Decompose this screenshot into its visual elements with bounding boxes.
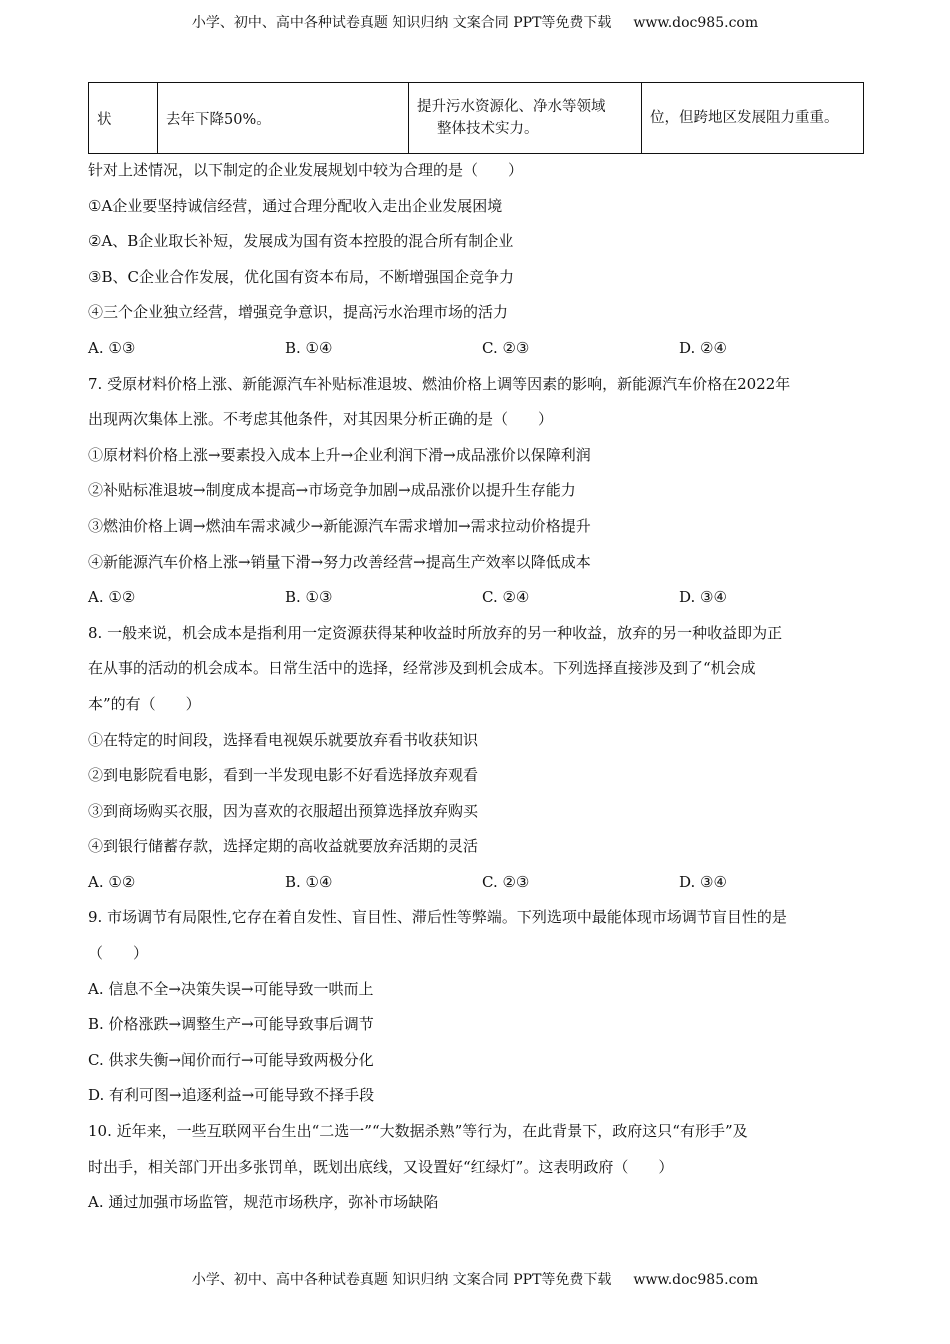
option-b: B. ①④ bbox=[285, 338, 333, 357]
q7-options bbox=[88, 585, 866, 621]
q6-statement: ①A企业要坚持诚信经营，通过合理分配收入走出企业发展困境 bbox=[88, 196, 503, 215]
q7-statement: ③燃油价格上调→燃油车需求减少→新能源汽车需求增加→需求拉动价格提升 bbox=[88, 516, 591, 535]
q6-options bbox=[88, 336, 866, 372]
q6-statement: ②A、B企业取长补短，发展成为国有资本控股的混合所有制企业 bbox=[88, 232, 514, 251]
table-cell bbox=[409, 83, 642, 154]
q7-statement: ①原材料价格上涨→要素投入成本上升→企业利润下滑→成品涨价以保障利润 bbox=[88, 445, 591, 464]
header-text: 小学、初中、高中各种试卷真题 知识归纳 文案合同 PPT等免费下载 bbox=[191, 15, 612, 31]
q7-stem: 出现两次集体上涨。不考虑其他条件，对其因果分析正确的是（ ） bbox=[88, 410, 554, 429]
option-c: C. ②④ bbox=[482, 588, 530, 607]
option-c: C. ②③ bbox=[482, 872, 530, 891]
option-b: B. ①④ bbox=[285, 872, 333, 891]
footer-url[interactable]: www.doc985.com bbox=[633, 1272, 759, 1288]
q8-statement: ②到电影院看电影，看到一半发现电影不好看选择放弃观看 bbox=[88, 766, 479, 785]
q9-choice: C. 供求失衡→闻价而行→可能导致两极分化 bbox=[88, 1050, 374, 1069]
q10-stem: 时出手，相关部门开出多张罚单，既划出底线，又设置好“红绿灯”。这表明政府（ ） bbox=[88, 1157, 674, 1176]
table-cell-line: 整体技术实力。 bbox=[437, 121, 539, 137]
option-b: B. ①③ bbox=[285, 588, 333, 607]
q8-stem: 8. 一般来说，机会成本是指利用一定资源获得某种收益时所放弃的另一种收益，放弃的另一种收益即为正 bbox=[88, 623, 783, 642]
q7-stem: 7. 受原材料价格上涨、新能源汽车补贴标准退坡、燃油价格上调等因素的影响，新能源汽车价格在2022年 bbox=[88, 374, 791, 393]
table-row bbox=[89, 83, 864, 154]
q8-options bbox=[88, 870, 866, 906]
option-c: C. ②③ bbox=[482, 338, 530, 357]
table-cell: 状 bbox=[89, 83, 158, 154]
q7-statement: ②补贴标准退坡→制度成本提高→市场竞争加剧→成品涨价以提升生存能力 bbox=[88, 481, 576, 500]
q7-statement: ④新能源汽车价格上涨→销量下滑→努力改善经营→提高生产效率以降低成本 bbox=[88, 552, 591, 571]
q10-stem: 10. 近年来，一些互联网平台生出“二选一”“大数据杀熟”等行为，在此背景下，政府这只“有形手”及 bbox=[88, 1122, 748, 1141]
footer-text: 小学、初中、高中各种试卷真题 知识归纳 文案合同 PPT等免费下载 bbox=[191, 1272, 612, 1288]
q6-prompt: 针对上述情况，以下制定的企业发展规划中较为合理的是（ ） bbox=[88, 161, 524, 179]
question-content bbox=[88, 158, 866, 1226]
option-a: A. ①② bbox=[88, 588, 136, 607]
q6-statement: ③B、C企业合作发展，优化国有资本布局，不断增强国企竞争力 bbox=[88, 267, 514, 286]
q8-statement: ①在特定的时间段，选择看电视娱乐就要放弃看书收获知识 bbox=[88, 730, 479, 749]
q8-statement: ④到银行储蓄存款，选择定期的高收益就要放弃活期的灵活 bbox=[88, 837, 479, 856]
option-d: D. ③④ bbox=[679, 872, 727, 891]
q9-choice: A. 信息不全→决策失误→可能导致一哄而上 bbox=[88, 979, 374, 998]
table-cell-line: 提升污水资源化、净水等领域 bbox=[417, 99, 606, 115]
q9-stem: （ ） bbox=[88, 944, 149, 963]
option-d: D. ③④ bbox=[679, 588, 727, 607]
option-a: A. ①③ bbox=[88, 338, 136, 357]
option-a: A. ①② bbox=[88, 872, 136, 891]
q10-choice: A. 通过加强市场监管，规范市场秩序，弥补市场缺陷 bbox=[88, 1193, 439, 1212]
q9-choice: D. 有利可图→追逐利益→可能导致不择手段 bbox=[88, 1086, 375, 1105]
q9-stem: 9. 市场调节有局限性,它存在着自发性、盲目性、滞后性等弊端。下列选项中最能体现市场调节盲目性的是 bbox=[88, 908, 787, 927]
q6-statement: ④三个企业独立经营，增强竞争意识，提高污水治理市场的活力 bbox=[88, 303, 509, 322]
option-d: D. ②④ bbox=[679, 338, 727, 357]
info-table bbox=[88, 82, 864, 154]
q8-stem: 在从事的活动的机会成本。日常生活中的选择，经常涉及到机会成本。下列选择直接涉及到了“机会成 bbox=[88, 659, 756, 678]
page-header bbox=[0, 12, 950, 32]
table-cell: 位，但跨地区发展阻力重重。 bbox=[642, 83, 864, 154]
q8-statement: ③到商场购买衣服，因为喜欢的衣服超出预算选择放弃购买 bbox=[88, 801, 479, 820]
page-footer bbox=[0, 1269, 950, 1289]
header-url[interactable]: www.doc985.com bbox=[633, 15, 759, 31]
q8-stem: 本”的有（ ） bbox=[88, 694, 201, 713]
table-cell: 去年下降50%。 bbox=[158, 83, 409, 154]
q9-choice: B. 价格涨跌→调整生产→可能导致事后调节 bbox=[88, 1015, 374, 1034]
